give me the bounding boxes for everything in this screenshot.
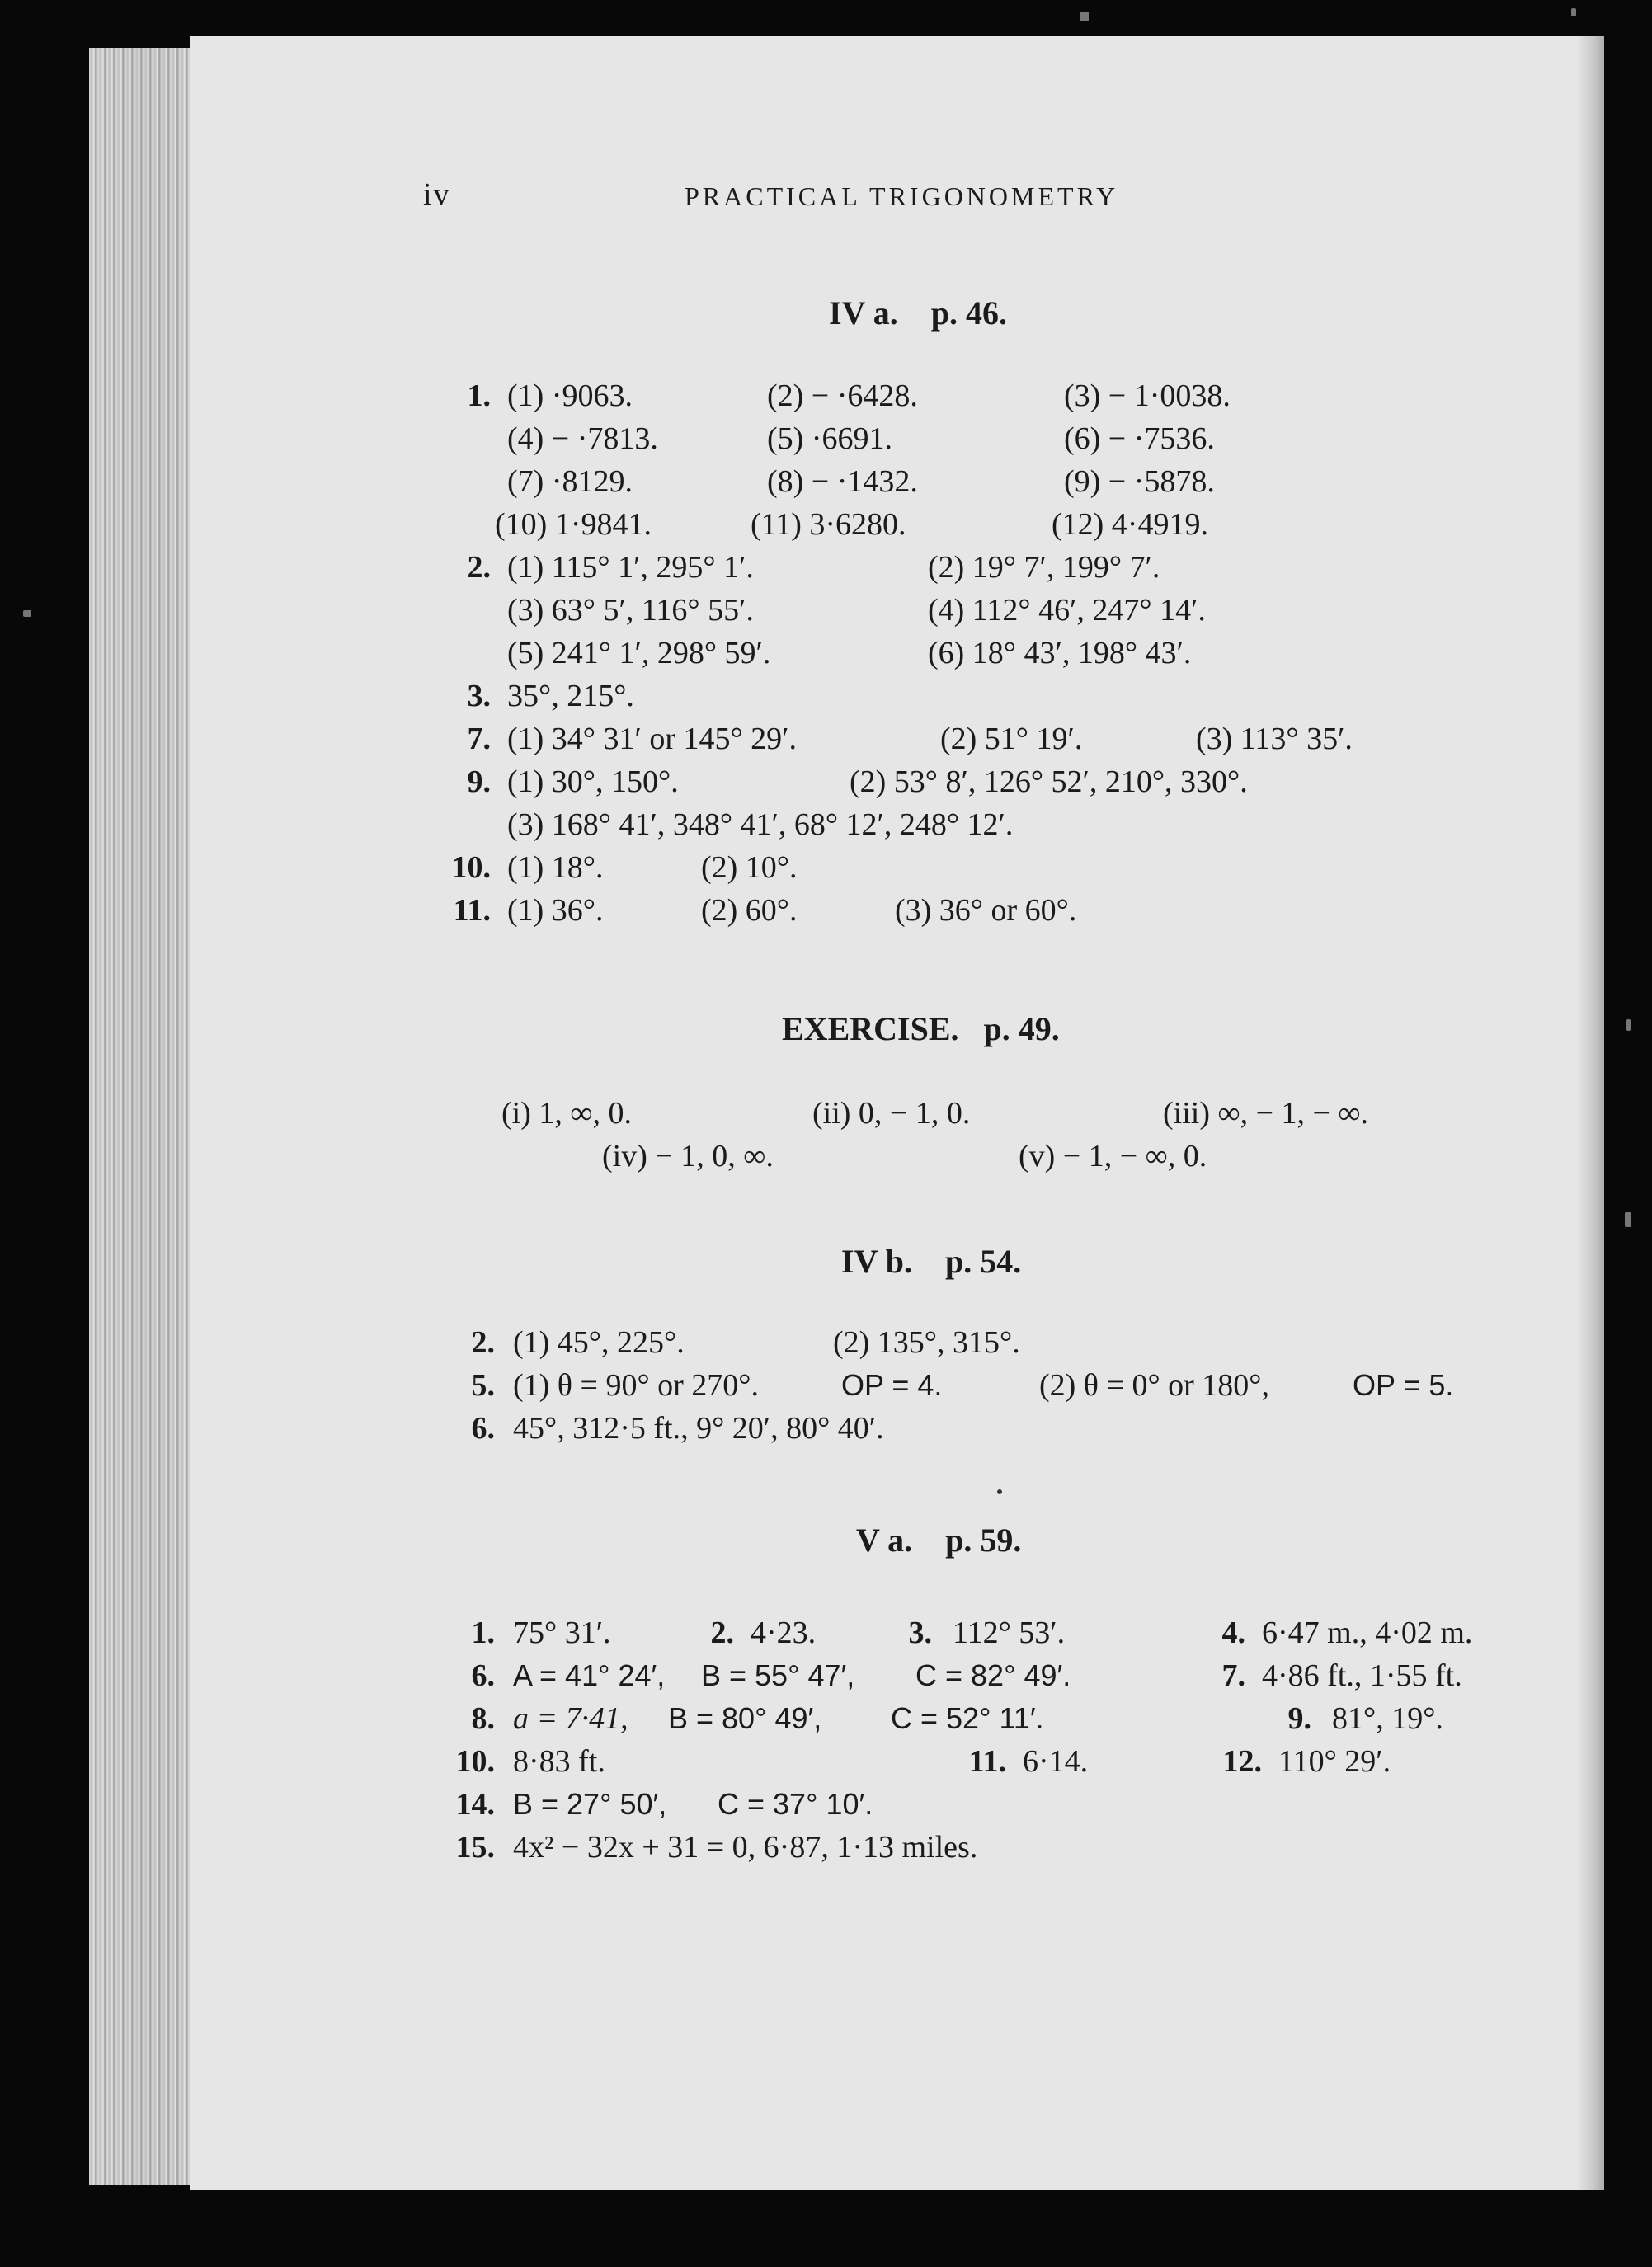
- answer: (3) 63° 5′, 116° 55′.: [507, 593, 754, 628]
- answer-row: [190, 1611, 1604, 1654]
- answer-row: [190, 717, 1604, 760]
- section-title: IV a.: [829, 294, 898, 332]
- answer-row: [190, 1826, 1604, 1869]
- answer: (5) ·6691.: [767, 421, 892, 456]
- question-number: 1.: [467, 379, 491, 413]
- section-heading: [841, 1242, 1021, 1281]
- answer-row: [190, 1697, 1604, 1740]
- answer: (9) − ·5878.: [1064, 464, 1215, 499]
- answer-row: [190, 1783, 1604, 1826]
- answer: (iii) ∞, − 1, − ∞.: [1163, 1096, 1369, 1131]
- question-number: 6.: [471, 1411, 495, 1446]
- answer: (1) 45°, 225°.: [513, 1325, 685, 1360]
- running-head: [190, 176, 1604, 226]
- answer: (3) − 1·0038.: [1064, 379, 1231, 413]
- answer: 4x² − 32x + 31 = 0, 6·87, 1·13 miles.: [513, 1830, 978, 1865]
- question-number: 7.: [1221, 1658, 1245, 1693]
- section-page-ref: p. 49.: [983, 1010, 1060, 1047]
- answer: (2) 10°.: [701, 850, 798, 885]
- answer-row: [190, 374, 1604, 417]
- answer-row: [190, 1321, 1604, 1364]
- answer-row: [190, 803, 1604, 846]
- answer: 45°, 312·5 ft., 9° 20′, 80° 40′.: [513, 1411, 884, 1446]
- answer: (iv) − 1, 0, ∞.: [602, 1139, 774, 1173]
- question-number: 7.: [467, 722, 491, 756]
- answer: (1) θ = 90° or 270°.: [513, 1368, 759, 1403]
- answer-row: [190, 1135, 1604, 1178]
- question-number: 2.: [471, 1325, 495, 1360]
- answer: 81°, 19°.: [1332, 1701, 1443, 1736]
- question-number: 10.: [451, 850, 491, 885]
- answer-row: [190, 589, 1604, 632]
- answer: 4·23.: [751, 1616, 817, 1650]
- answer: 4·86 ft., 1·55 ft.: [1262, 1658, 1462, 1693]
- answer: (2) − ·6428.: [767, 379, 918, 413]
- question-number: 2.: [710, 1616, 734, 1650]
- question-number: 6.: [471, 1658, 495, 1693]
- answer: B = 55° 47′,: [701, 1658, 855, 1692]
- section-heading: [856, 1521, 1021, 1559]
- question-number: 9.: [1287, 1701, 1311, 1736]
- answer: (4) − ·7813.: [507, 421, 658, 456]
- scan-speck: [1080, 12, 1089, 21]
- answer-row: [190, 1407, 1604, 1450]
- question-number: 3.: [467, 679, 491, 713]
- section-heading: [829, 294, 1007, 332]
- question-number: 10.: [455, 1744, 495, 1779]
- scan-speck: [1571, 8, 1576, 16]
- scan-speck: [23, 610, 31, 617]
- answer: 6·14.: [1023, 1744, 1089, 1779]
- answer: C = 82° 49′.: [915, 1658, 1071, 1692]
- answer: A = 41° 24′,: [513, 1658, 666, 1692]
- question-number: 11.: [453, 893, 491, 928]
- answer: C = 37° 10′.: [718, 1787, 873, 1821]
- answer-row: [190, 460, 1604, 503]
- answer-row: [190, 1740, 1604, 1783]
- question-number: 5.: [471, 1368, 495, 1403]
- answer: (1) 34° 31′ or 145° 29′.: [507, 722, 797, 756]
- answer: (2) 19° 7′, 199° 7′.: [928, 550, 1160, 585]
- question-number: 11.: [968, 1744, 1006, 1779]
- answer-row: [190, 1364, 1604, 1407]
- question-number: 15.: [455, 1830, 495, 1865]
- answer: (2) 135°, 315°.: [833, 1325, 1020, 1360]
- answer-row: [190, 1092, 1604, 1135]
- answer-row: [190, 503, 1604, 546]
- answer: (2) 60°.: [701, 893, 798, 928]
- answer-row: [190, 546, 1604, 589]
- book-page: [190, 36, 1604, 2190]
- section-title: EXERCISE.: [782, 1010, 959, 1047]
- answer: (1) 36°.: [507, 893, 604, 928]
- question-number: 12.: [1222, 1744, 1262, 1779]
- answer: (1) 30°, 150°.: [507, 764, 679, 799]
- question-number: 8.: [471, 1701, 495, 1736]
- answer: (2) 51° 19′.: [940, 722, 1083, 756]
- scan-speck: [1626, 1019, 1631, 1031]
- answer: (10) 1·9841.: [495, 507, 652, 542]
- answer: (2) θ = 0° or 180°,: [1039, 1368, 1269, 1403]
- answer: (2) 53° 8′, 126° 52′, 210°, 330°.: [850, 764, 1248, 799]
- question-number: 14.: [455, 1787, 495, 1822]
- answer: (1) 115° 1′, 295° 1′.: [507, 550, 754, 585]
- question-number: 2.: [467, 550, 491, 585]
- answer-row: [190, 675, 1604, 717]
- answer: a = 7·41,: [513, 1701, 628, 1736]
- answer: 75° 31′.: [513, 1616, 611, 1650]
- answer: B = 80° 49′,: [668, 1701, 822, 1735]
- answer: 6·47 m., 4·02 m.: [1262, 1616, 1473, 1650]
- question-number: 4.: [1221, 1616, 1245, 1650]
- question-number: 9.: [467, 764, 491, 799]
- answer: (6) − ·7536.: [1064, 421, 1215, 456]
- answer: OP = 4.: [841, 1368, 943, 1402]
- book-title: PRACTICAL TRIGONOMETRY: [685, 181, 1119, 211]
- section-heading: [782, 1009, 1060, 1048]
- answer: (v) − 1, − ∞, 0.: [1019, 1139, 1207, 1173]
- section-title: IV b.: [841, 1243, 912, 1280]
- answer-row: [190, 846, 1604, 889]
- answer: 110° 29′.: [1278, 1744, 1391, 1779]
- answer: (5) 241° 1′, 298° 59′.: [507, 636, 771, 670]
- answer-row: [190, 632, 1604, 675]
- answer-row: [190, 760, 1604, 803]
- answer: (3) 168° 41′, 348° 41′, 68° 12′, 248° 12′.: [507, 807, 1014, 842]
- page-edges: [89, 48, 196, 2185]
- answer: OP = 5.: [1353, 1368, 1454, 1402]
- answer-row: [190, 1654, 1604, 1697]
- scan-speck: [1625, 1212, 1631, 1227]
- answer-row: [190, 889, 1604, 932]
- section-page-ref: p. 54.: [944, 1243, 1022, 1280]
- section-title: V a.: [856, 1522, 913, 1559]
- section-page-ref: p. 46.: [930, 294, 1007, 332]
- answer: 35°, 215°.: [507, 679, 634, 713]
- answer: (4) 112° 46′, 247° 14′.: [928, 593, 1206, 628]
- section-page-ref: p. 59.: [945, 1522, 1022, 1559]
- question-number: 1.: [471, 1616, 495, 1650]
- answer: 112° 53′.: [953, 1616, 1066, 1650]
- answer-row: [190, 417, 1604, 460]
- answer: (1) ·9063.: [507, 379, 633, 413]
- answer: B = 27° 50′,: [513, 1787, 667, 1821]
- answer: (i) 1, ∞, 0.: [501, 1096, 632, 1131]
- answer: (3) 36° or 60°.: [895, 893, 1077, 928]
- answer: (8) − ·1432.: [767, 464, 918, 499]
- answer: (12) 4·4919.: [1052, 507, 1208, 542]
- printer-dot: [997, 1489, 1002, 1494]
- answer: (7) ·8129.: [507, 464, 633, 499]
- answer: C = 52° 11′.: [891, 1701, 1044, 1735]
- answer: (3) 113° 35′.: [1196, 722, 1353, 756]
- answer: (ii) 0, − 1, 0.: [812, 1096, 971, 1131]
- answer: 8·83 ft.: [513, 1744, 605, 1779]
- answer: (6) 18° 43′, 198° 43′.: [928, 636, 1192, 670]
- answer: (1) 18°.: [507, 850, 604, 885]
- answer: (11) 3·6280.: [751, 507, 906, 542]
- page-number: iv: [423, 177, 451, 212]
- question-number: 3.: [908, 1616, 932, 1650]
